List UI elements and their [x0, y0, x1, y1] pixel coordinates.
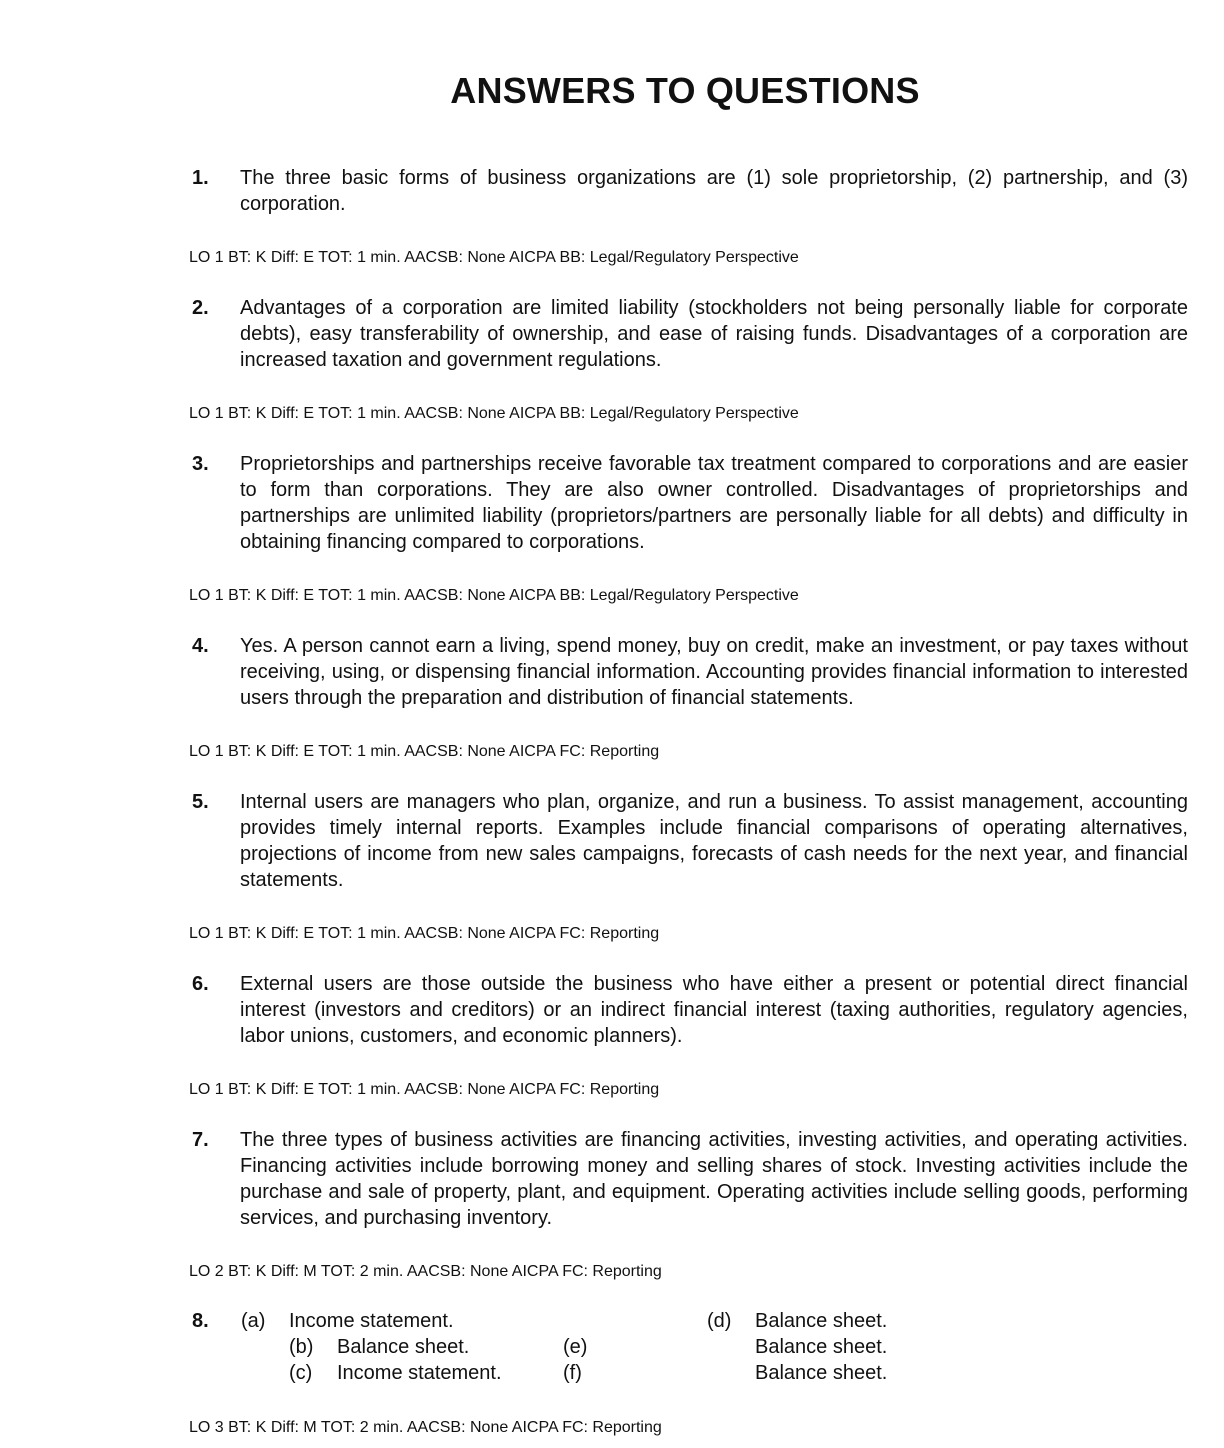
answer-number: 6. — [192, 973, 209, 995]
learning-objective-line: LO 1 BT: K Diff: E TOT: 1 min. AACSB: None AICPA BB: Legal/Regulatory Perspective — [189, 249, 799, 266]
answer-text: The three basic forms of business organizations are (1) sole proprietorship, (2) partnership, and (3) corporation. — [240, 167, 1188, 215]
answer-item — [190, 789, 1188, 893]
answer-item — [190, 451, 1188, 555]
answer-text: Proprietorships and partnerships receive favorable tax treatment compared to corporations and are easier to form than corporations. They are also owner controlled. Disadvantages of proprietorships and partnerships are unlimited liability (proprietors/partners are personally liable for all debts) and difficulty in obtaining financing compared to corporations. — [240, 453, 1188, 553]
answer-item — [190, 633, 1188, 711]
option-e-text: Balance sheet. — [755, 1336, 888, 1358]
answer-item — [190, 1127, 1188, 1231]
option-a-text: Income statement. — [289, 1310, 454, 1332]
answer-item — [190, 971, 1188, 1049]
learning-objective-line: LO 2 BT: K Diff: M TOT: 2 min. AACSB: None AICPA FC: Reporting — [189, 1263, 662, 1280]
option-d-label: (d) — [707, 1310, 732, 1332]
option-c-label: (c) — [289, 1362, 313, 1384]
learning-objective-line: LO 1 BT: K Diff: E TOT: 1 min. AACSB: None AICPA FC: Reporting — [189, 925, 660, 942]
option-e-label: (e) — [563, 1336, 588, 1358]
answer-number: 4. — [192, 635, 209, 657]
answer-item — [190, 165, 1188, 217]
option-d-text: Balance sheet. — [755, 1310, 888, 1332]
answer-text: Yes. A person cannot earn a living, spend money, buy on credit, make an investment, or pay taxes without receiving, using, or dispensing financial information. Accounting provides financial information to interested users through the preparation and distribution of financial statements. — [240, 635, 1188, 709]
answer-number: 5. — [192, 791, 209, 813]
answer-number: 1. — [192, 167, 209, 189]
answer-text: Internal users are managers who plan, organize, and run a business. To assist management, accounting provides timely internal reports. Examples include financial comparisons of operating alternatives, projections of income from new sales campaigns, forecasts of cash needs for the next year, and financial statements. — [240, 791, 1188, 891]
answer-number: 2. — [192, 297, 209, 319]
learning-objective-line: LO 1 BT: K Diff: E TOT: 1 min. AACSB: None AICPA FC: Reporting — [189, 1081, 660, 1098]
answer-number: 7. — [192, 1129, 209, 1151]
option-c-text: Income statement. — [337, 1362, 502, 1384]
page-title: ANSWERS TO QUESTIONS — [450, 70, 920, 111]
option-f-label: (f) — [563, 1362, 582, 1384]
option-b-label: (b) — [289, 1336, 314, 1358]
option-a-label: (a) — [241, 1310, 266, 1332]
answer-number: 3. — [192, 453, 209, 475]
learning-objective-line: LO 1 BT: K Diff: E TOT: 1 min. AACSB: None AICPA FC: Reporting — [189, 743, 660, 760]
learning-objective-line: LO 1 BT: K Diff: E TOT: 1 min. AACSB: None AICPA BB: Legal/Regulatory Perspective — [189, 587, 799, 604]
answer-text: Advantages of a corporation are limited liability (stockholders not being personally liable for corporate debts), easy transferability of ownership, and ease of raising funds. Disadvantages of a corporation are increased taxation and government regulations. — [240, 297, 1188, 371]
option-b-text: Balance sheet. — [337, 1336, 470, 1358]
learning-objective-line: LO 1 BT: K Diff: E TOT: 1 min. AACSB: None AICPA BB: Legal/Regulatory Perspective — [189, 405, 799, 422]
learning-objective-line: LO 3 BT: K Diff: M TOT: 2 min. AACSB: None AICPA FC: Reporting — [189, 1419, 662, 1436]
answer-text: External users are those outside the business who have either a present or potential direct financial interest (investors and creditors) or an indirect financial interest (taxing authorities, regulatory agencies, labor unions, customers, and economic planners). — [240, 973, 1188, 1047]
answer-number: 8. — [192, 1310, 209, 1332]
answer-text: The three types of business activities are financing activities, investing activities, and operating activities. Financing activities include borrowing money and selling shares of stock. Investing activities include the purchase and sale of property, plant, and equipment. Operating activities include selling goods, performing services, and purchasing inventory. — [240, 1129, 1188, 1229]
answer-item — [190, 295, 1188, 373]
option-f-text: Balance sheet. — [755, 1362, 888, 1384]
answer-item-8 — [190, 1308, 990, 1388]
